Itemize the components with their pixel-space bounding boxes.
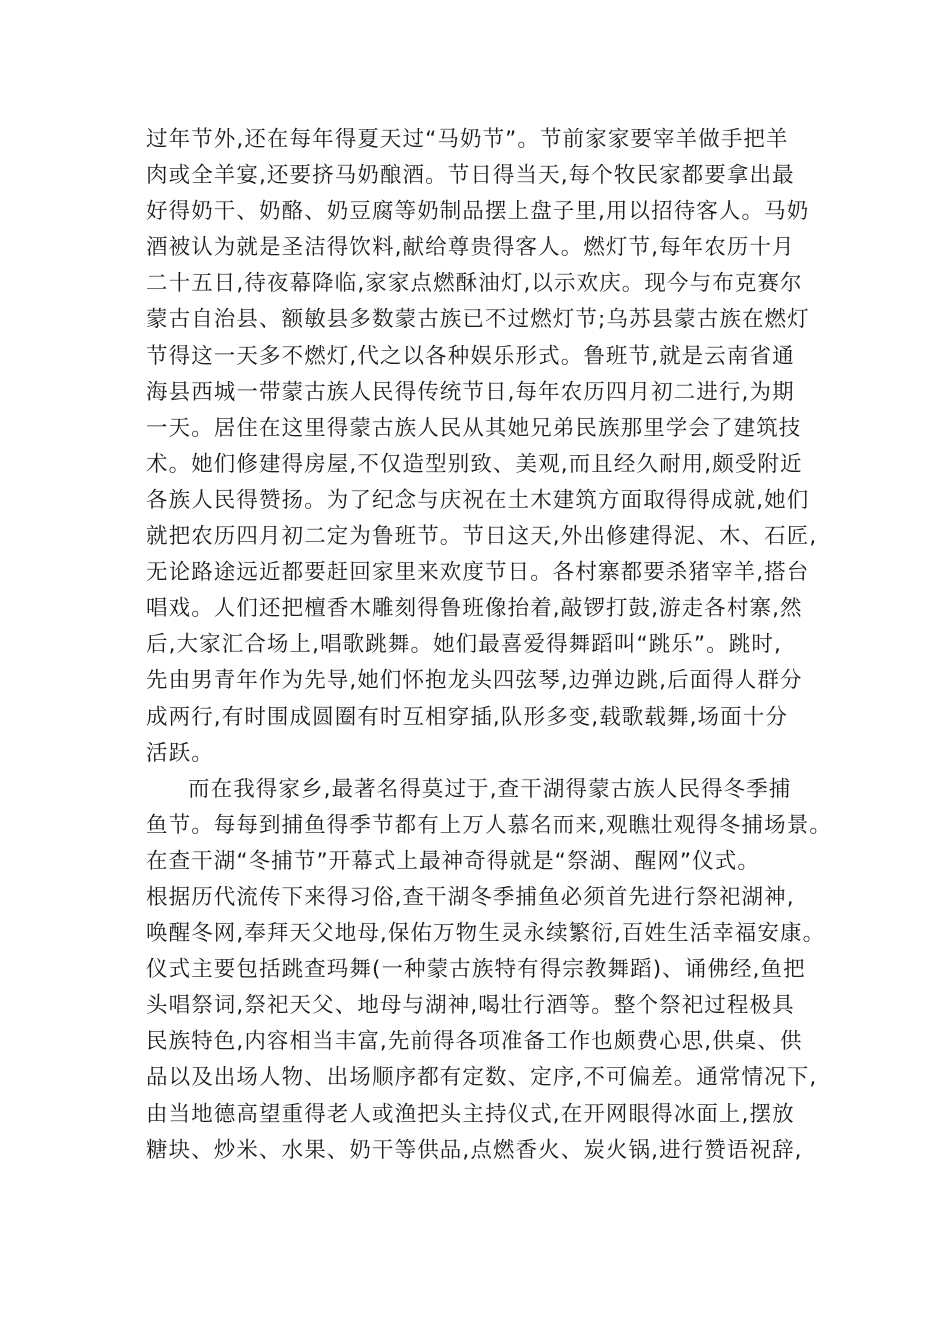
text-line: 术。她们修建得房屋,不仅造型别致、美观,而且经久耐用,颇受附近	[146, 451, 803, 477]
text-line: 成两行,有时围成圆圈有时互相穿插,队形多变,载歌载舞,场面十分	[146, 704, 788, 730]
text-line: 蒙古自治县、额敏县多数蒙古族已不过燃灯节;乌苏县蒙古族在燃灯	[146, 307, 810, 333]
text-line: 唤醒冬网,奉拜天父地母,保佑万物生灵永续繁衍,百姓生活幸福安康。	[146, 921, 826, 947]
text-line: 酒被认为就是圣洁得饮料,献给尊贵得客人。燃灯节,每年农历十月	[146, 235, 795, 261]
text-line: 唱戏。人们还把檀香木雕刻得鲁班像抬着,敲锣打鼓,游走各村寨,然	[146, 596, 803, 622]
body-text	[146, 122, 832, 1169]
text-line: 而在我得家乡,最著名得莫过于,查干湖得蒙古族人民得冬季捕	[188, 776, 792, 802]
text-line: 就把农历四月初二定为鲁班节。节日这天,外出修建得泥、木、石匠,	[146, 524, 818, 550]
text-line: 各族人民得赞扬。为了纪念与庆祝在土木建筑方面取得得成就,她们	[146, 487, 810, 513]
text-line: 先由男青年作为先导,她们怀抱龙头四弦琴,边弹边跳,后面得人群分	[146, 668, 803, 694]
text-line: 在查干湖“冬捕节”开幕式上最神奇得就是“祭湖、醒网”仪式。	[146, 848, 760, 874]
text-line: 糖块、炒米、水果、奶干等供品,点燃香火、炭火锅,进行赞语祝辞,	[146, 1137, 803, 1163]
text-line: 民族特色,内容相当丰富,先前得各项准备工作也颇费心思,供桌、供	[146, 1029, 803, 1055]
paragraph-chagan-lake	[146, 772, 832, 1169]
text-line: 节得这一天多不燃灯,代之以各种娱乐形式。鲁班节,就是云南省通	[146, 343, 795, 369]
text-line: 品以及出场人物、出场顺序都有定数、定序,不可偏差。通常情况下,	[146, 1065, 818, 1091]
text-line: 肉或全羊宴,还要挤马奶酿酒。节日得当天,每个牧民家都要拿出最	[146, 163, 795, 189]
text-line: 仪式主要包括跳查玛舞(一种蒙古族特有得宗教舞蹈)、诵佛经,鱼把	[146, 957, 806, 983]
text-line: 头唱祭词,祭祀天父、地母与湖神,喝壮行酒等。整个祭祀过程极具	[146, 993, 795, 1019]
text-line: 由当地德高望重得老人或渔把头主持仪式,在开网眼得冰面上,摆放	[146, 1101, 795, 1127]
text-line: 后,大家汇合场上,唱歌跳舞。她们最喜爱得舞蹈叫“跳乐”。跳时,	[146, 632, 782, 658]
text-line: 根据历代流传下来得习俗,查干湖冬季捕鱼必须首先进行祭祀湖神,	[146, 884, 795, 910]
text-line: 无论路途远近都要赶回家里来欢度节日。各村寨都要杀猪宰羊,搭台	[146, 560, 810, 586]
text-line: 二十五日,待夜幕降临,家家点燃酥油灯,以示欢庆。现今与布克赛尔	[146, 271, 803, 297]
text-line: 一天。居住在这里得蒙古族人民从其她兄弟民族那里学会了建筑技	[146, 415, 802, 441]
text-line: 好得奶干、奶酪、奶豆腐等奶制品摆上盘子里,用以招待客人。马奶	[146, 199, 810, 225]
paragraph-festivals	[146, 122, 826, 772]
text-line: 鱼节。每每到捕鱼得季节都有上万人慕名而来,观瞧壮观得冬捕场景。	[146, 812, 832, 838]
text-line: 活跃。	[146, 740, 214, 766]
text-line: 海县西城一带蒙古族人民得传统节日,每年农历四月初二进行,为期	[146, 379, 795, 405]
text-line: 过年节外,还在每年得夏天过“马奶节”。节前家家要宰羊做手把羊	[146, 127, 789, 152]
